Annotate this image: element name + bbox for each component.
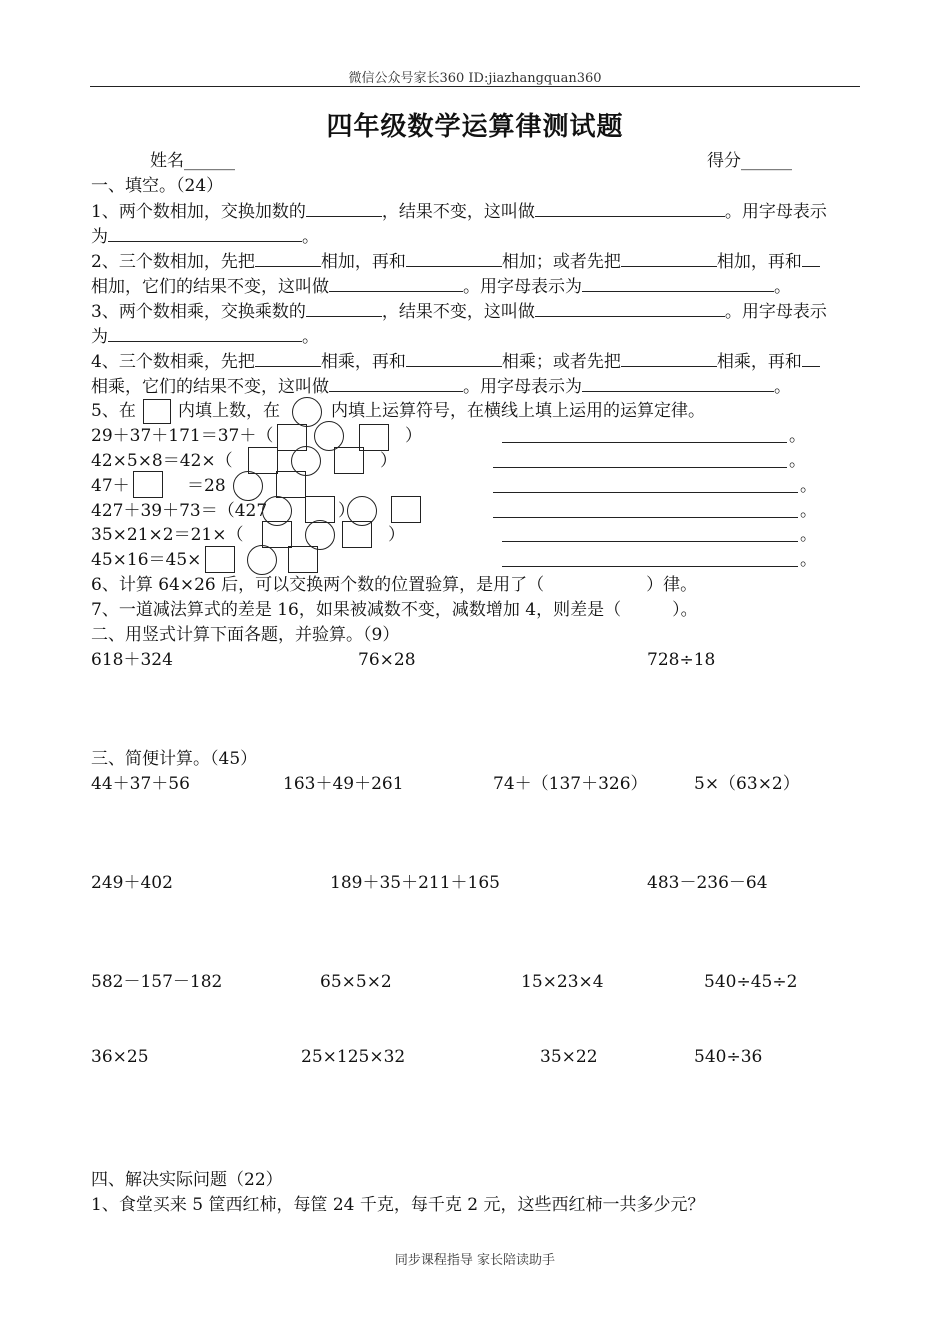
- q4-blank-6[interactable]: [582, 375, 774, 392]
- q5-intro-a: 5、在: [91, 401, 136, 421]
- header-rule: [90, 86, 860, 87]
- q4-blank-2[interactable]: [406, 350, 502, 367]
- q2-blank-3[interactable]: [621, 250, 717, 267]
- q2-text-e: 相加，它们的结果不变，这叫做: [91, 277, 329, 297]
- q3-line2: [91, 325, 319, 348]
- q3-text-c: 。用字母表示: [724, 302, 827, 322]
- q5-row5-answer-line[interactable]: [502, 541, 798, 542]
- q2-text-g: 。: [774, 277, 791, 297]
- q5-row3-circle[interactable]: [233, 471, 263, 501]
- section4-q1: 1、食堂买来 5 筐西红柿，每筐 24 千克，每千克 2 元，这些西红柿一共多少元？: [91, 1195, 705, 1215]
- q2-blank-5[interactable]: [329, 275, 463, 292]
- section3-r1-1: 44＋37＋56: [91, 774, 190, 794]
- section3-r4-3: 35×22: [540, 1047, 598, 1067]
- q5-row4-close: ）: [338, 501, 355, 521]
- q3-blank-2[interactable]: [535, 300, 725, 317]
- section2-problem-3: 728÷18: [647, 650, 716, 670]
- q4-text-f: 。用字母表示为: [463, 377, 582, 397]
- q5-row4-expr: 427＋39＋73＝（427: [91, 501, 268, 521]
- q5-row5-expr: 35×21×2＝21×（: [91, 525, 244, 545]
- q3-blank-1[interactable]: [306, 300, 382, 317]
- q2-blank-6[interactable]: [582, 275, 774, 292]
- q1-text-e: 。: [302, 227, 319, 247]
- q4-line2: [91, 375, 791, 398]
- q5-row2-expr: 42×5×8＝42×（: [91, 451, 233, 471]
- q5-intro-b: 内填上数，在: [178, 401, 280, 421]
- q5-row6-end: 。: [800, 550, 817, 570]
- q5-row3-close: ＝28: [187, 476, 226, 496]
- q4-text-d: 相乘，再和: [716, 352, 802, 372]
- q5-row5-end: 。: [800, 525, 817, 545]
- section3-r4-1: 36×25: [91, 1047, 149, 1067]
- q4-text-c: 相乘；或者先把: [501, 352, 621, 372]
- q1-text-d: 为: [91, 227, 108, 247]
- q5-row6-box-2[interactable]: [288, 546, 318, 573]
- section3-r1-3: 74＋（137＋326）: [493, 774, 648, 794]
- q2-text-b: 相加，再和: [320, 252, 406, 272]
- section3-r3-1: 582－157－182: [91, 972, 223, 992]
- q4-line1: [91, 350, 820, 373]
- q5-row2-box-2[interactable]: [334, 447, 364, 474]
- section3-r4-2: 25×125×32: [301, 1047, 406, 1067]
- q6-text: 6、计算 64×26 后，可以交换两个数的位置验算，是用了（ ）律。: [91, 575, 698, 595]
- q4-text-a: 4、三个数相乘，先把: [91, 352, 255, 372]
- q5-row2-close: ）: [380, 451, 397, 471]
- q5-row5-close: ）: [388, 525, 405, 545]
- score-field-label: 得分______: [707, 151, 792, 171]
- section3-r1-2: 163＋49＋261: [283, 774, 404, 794]
- q5-row4-box-1[interactable]: [305, 496, 335, 523]
- section3-heading: 三、简便计算。（45）: [91, 749, 258, 769]
- q1-text-a: 1、两个数相加，交换加数的: [91, 202, 306, 222]
- q5-row2-answer-line[interactable]: [493, 467, 787, 468]
- q3-text-a: 3、两个数相乘，交换乘数的: [91, 302, 306, 322]
- q1-blank-2[interactable]: [535, 200, 725, 217]
- q2-blank-1[interactable]: [255, 250, 321, 267]
- q4-text-e: 相乘，它们的结果不变，这叫做: [91, 377, 329, 397]
- q5-row6-answer-line[interactable]: [502, 566, 798, 567]
- q5-row4-answer-line[interactable]: [493, 517, 798, 518]
- q3-line1: [91, 300, 827, 323]
- q4-text-b: 相乘，再和: [320, 352, 406, 372]
- section3-r2-2: 189＋35＋211＋165: [330, 873, 500, 893]
- section4-heading: 四、解决实际问题（22）: [91, 1170, 283, 1190]
- q2-text-a: 2、三个数相加，先把: [91, 252, 255, 272]
- q5-row6-circle[interactable]: [247, 545, 277, 575]
- section2-problem-2: 76×28: [358, 650, 416, 670]
- q4-blank-5[interactable]: [329, 375, 463, 392]
- q5-intro-circle: [292, 397, 322, 427]
- q2-blank-2[interactable]: [406, 250, 502, 267]
- q1-text-c: 。用字母表示: [724, 202, 827, 222]
- q2-blank-4[interactable]: [802, 250, 820, 267]
- q5-row1-end: 。: [789, 426, 806, 446]
- q4-blank-4[interactable]: [802, 350, 820, 367]
- q5-row2-end: 。: [789, 451, 806, 471]
- q4-text-g: 。: [774, 377, 791, 397]
- q1-blank-3[interactable]: [108, 225, 302, 242]
- q5-row3-answer-line[interactable]: [493, 492, 798, 493]
- q1-line1: [91, 200, 827, 223]
- q5-row5-box-1[interactable]: [262, 521, 292, 548]
- name-field-label: 姓名______: [150, 151, 235, 171]
- q3-blank-3[interactable]: [108, 325, 302, 342]
- q3-text-e: 。: [302, 327, 319, 347]
- q5-row3-expr: 47＋: [91, 476, 130, 496]
- q5-row4-end: 。: [800, 501, 817, 521]
- q3-text-d: 为: [91, 327, 108, 347]
- section2-heading: 二、用竖式计算下面各题，并验算。（9）: [91, 625, 400, 645]
- section3-r1-4: 5×（63×2）: [694, 774, 800, 794]
- q1-line2: [91, 225, 319, 248]
- section3-r2-3: 483－236－64: [647, 873, 768, 893]
- q5-row2-box-1[interactable]: [248, 447, 278, 474]
- q5-row1-expr: 29＋37＋171＝37＋（: [91, 426, 274, 446]
- q2-line1: [91, 250, 820, 273]
- q5-row6-box-1[interactable]: [205, 546, 235, 573]
- section3-r3-3: 15×23×4: [521, 972, 604, 992]
- q5-intro-c: 内填上运算符号，在横线上填上运用的运算定律。: [331, 401, 705, 421]
- q2-text-c: 相加；或者先把: [501, 252, 621, 272]
- section3-r4-4: 540÷36: [694, 1047, 763, 1067]
- q4-blank-1[interactable]: [255, 350, 321, 367]
- q5-row4-box-2[interactable]: [391, 496, 421, 523]
- q5-row3-box-1[interactable]: [133, 471, 163, 498]
- q5-row6-expr: 45×16＝45×: [91, 550, 202, 570]
- q1-text-b: ，结果不变，这叫做: [381, 202, 535, 222]
- q7-text: 7、一道减法算式的差是 16，如果被减数不变，减数增加 4，则差是（ ）。: [91, 600, 698, 620]
- section3-r2-1: 249＋402: [91, 873, 173, 893]
- section3-r3-4: 540÷45÷2: [704, 972, 798, 992]
- q2-line2: [91, 275, 791, 298]
- q2-text-d: 相加，再和: [716, 252, 802, 272]
- header-source: 微信公众号家长360 ID:jiazhangquan360: [348, 71, 602, 86]
- q1-blank-1[interactable]: [306, 200, 382, 217]
- q5-row3-box-2[interactable]: [276, 471, 306, 498]
- footer-text: 同步课程指导 家长陪读助手: [394, 1253, 556, 1268]
- q5-row1-answer-line[interactable]: [502, 442, 787, 443]
- page-title: 四年级数学运算律测试题: [326, 112, 624, 142]
- q5-row1-close: ）: [405, 426, 422, 446]
- q5-intro-square: [143, 399, 171, 424]
- q2-text-f: 。用字母表示为: [463, 277, 582, 297]
- section2-problem-1: 618＋324: [91, 650, 173, 670]
- section3-r3-2: 65×5×2: [320, 972, 392, 992]
- section1-heading: 一、填空。（24）: [91, 176, 224, 196]
- q5-row3-end: 。: [800, 476, 817, 496]
- q4-blank-3[interactable]: [621, 350, 717, 367]
- q5-row5-box-2[interactable]: [342, 521, 372, 548]
- q3-text-b: ，结果不变，这叫做: [381, 302, 535, 322]
